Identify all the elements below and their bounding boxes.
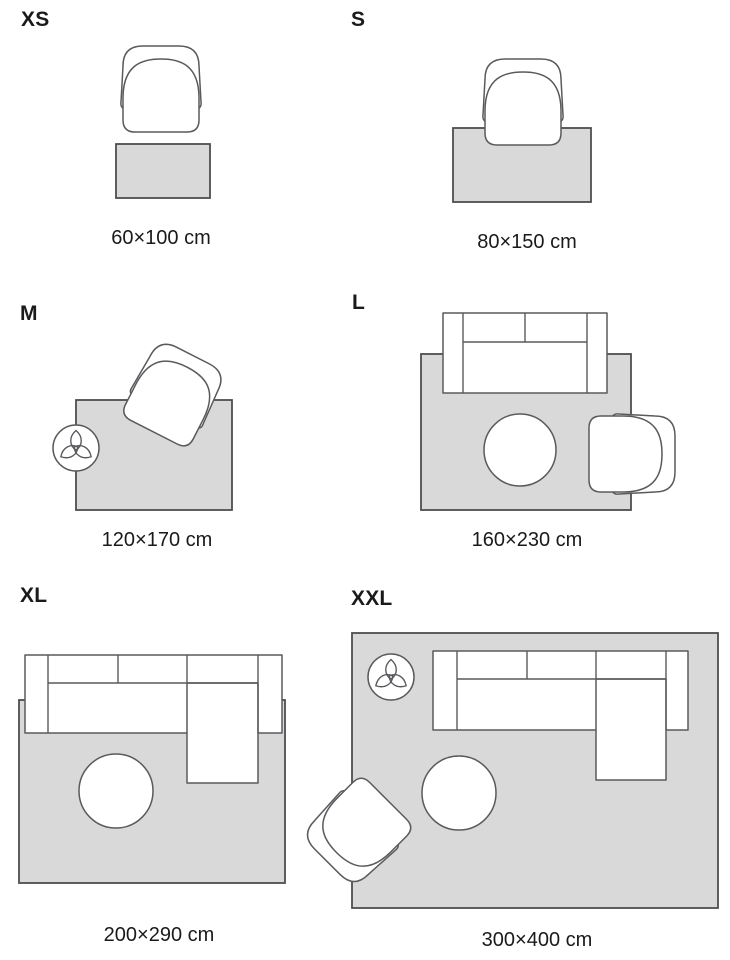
armchair-icon xyxy=(589,414,675,494)
armchair-icon xyxy=(121,46,201,132)
sofa-icon xyxy=(443,313,607,393)
size-caption-xxl: 300×400 cm xyxy=(481,929,593,951)
size-caption-s: 80×150 cm xyxy=(477,231,577,253)
panel-xxl-scene xyxy=(299,633,718,908)
size-label-m: M xyxy=(20,302,38,325)
rug-shape-xs xyxy=(116,144,210,198)
ottoman-icon xyxy=(422,756,496,830)
size-label-l: L xyxy=(352,291,366,314)
size-caption-l: 160×230 cm xyxy=(471,529,583,551)
size-label-xxl: XXL xyxy=(351,587,393,610)
size-caption-xs: 60×100 cm xyxy=(111,227,211,249)
size-caption-m: 120×170 cm xyxy=(101,529,213,551)
armchair-icon xyxy=(483,59,563,145)
ottoman-icon xyxy=(484,414,556,486)
size-label-xl: XL xyxy=(20,584,48,607)
plant-icon xyxy=(53,425,99,471)
size-caption-xl: 200×290 cm xyxy=(103,924,215,946)
plant-icon xyxy=(368,654,414,700)
panel-xl-scene xyxy=(19,655,285,883)
panel-m-scene xyxy=(53,337,232,510)
panel-xs-scene xyxy=(116,46,210,198)
size-label-xs: XS xyxy=(21,8,50,31)
panel-s-scene xyxy=(453,59,591,202)
ottoman-icon xyxy=(79,754,153,828)
size-label-s: S xyxy=(351,8,366,31)
panel-l-scene xyxy=(421,313,675,510)
